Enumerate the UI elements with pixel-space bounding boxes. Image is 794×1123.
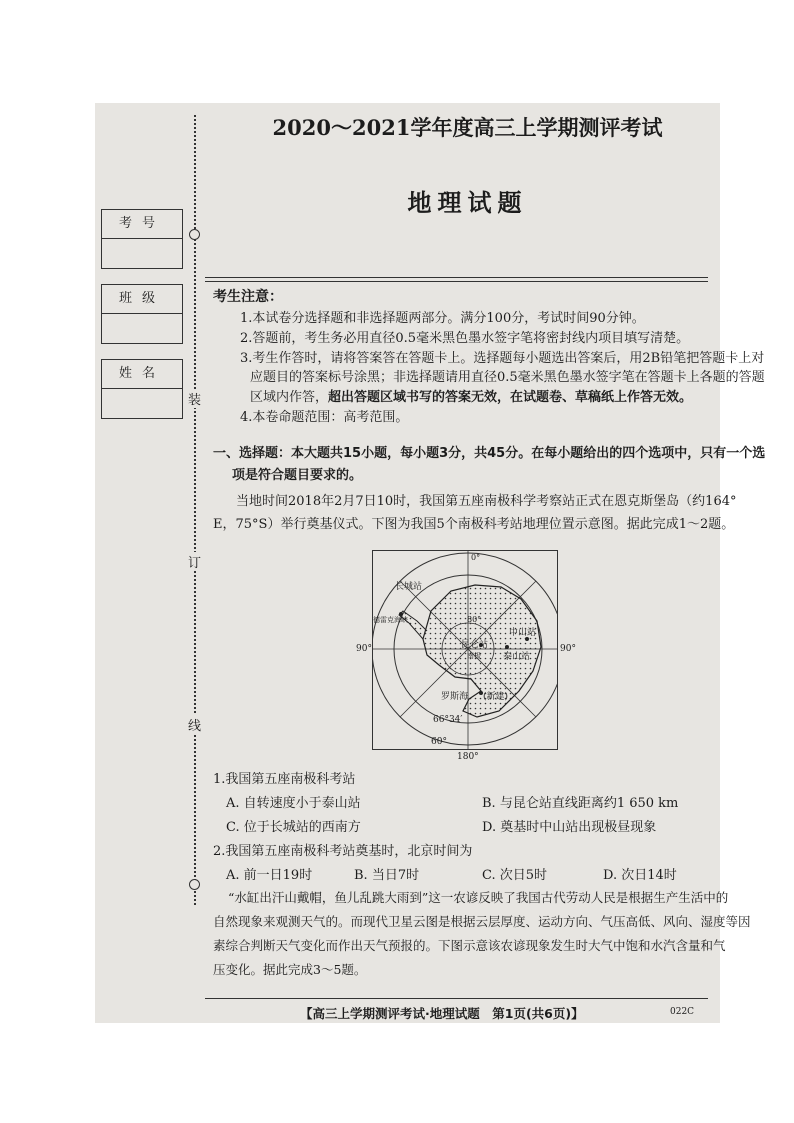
question-1-stem: 1.我国第五座南极科考站 bbox=[213, 772, 356, 787]
exam-number-box[interactable] bbox=[101, 209, 183, 269]
label-new-station: (新建) bbox=[483, 692, 509, 702]
binding-char-zhuang: 装 bbox=[188, 389, 201, 408]
notice-line: 3.考生作答时，请将答案答在答题卡上。选择题每小题选出答案后，用2B铅笔把答题卡上对 bbox=[240, 351, 765, 366]
paper-code: 022C bbox=[670, 1007, 695, 1017]
question-1-option-a: A. 自转速度小于泰山站 bbox=[226, 796, 361, 811]
notice-line: 应题目的答案标号涂黑；非选择题请用直径0.5毫米黑色墨水签字笔在答题卡上各题的答题 bbox=[250, 370, 765, 385]
label-zhongshan: 中山站 bbox=[509, 628, 537, 638]
passage-line: “水缸出汗山戴帽，鱼儿乱跳大雨到”这一农谚反映了我国古代劳动人民是根据生产生活中的 bbox=[228, 890, 729, 905]
antarctica-station-map bbox=[372, 550, 558, 750]
notice-heading: 考生注意： bbox=[213, 289, 283, 305]
passage-line: 素综合判断天气变化而作出天气预报的。下图示意该农谚现象发生时大气中饱和水汽含量和气 bbox=[213, 938, 726, 953]
name-label: 姓名 bbox=[102, 360, 182, 389]
label-south-pole: 南极 bbox=[467, 652, 481, 660]
notice-line: 1.本试卷分选择题和非选择题两部分。满分100分，考试时间90分钟。 bbox=[240, 311, 645, 326]
label-taishan: 泰山站 bbox=[503, 652, 531, 662]
divider bbox=[205, 281, 708, 282]
question-2-option-c: C. 次日5时 bbox=[482, 868, 548, 883]
passage-line: 当地时间2018年2月7日10时，我国第五座南极科学考察站正式在恩克斯堡岛（约164° bbox=[236, 494, 737, 509]
label-polar-circle: 66°34′ bbox=[433, 715, 463, 725]
class-box[interactable] bbox=[101, 284, 183, 344]
label-lon-90-east: 90° bbox=[560, 644, 576, 654]
notice-line: 4.本卷命题范围：高考范围。 bbox=[240, 410, 409, 425]
class-label: 班级 bbox=[102, 285, 182, 314]
question-2-option-d: D. 次日14时 bbox=[603, 868, 677, 883]
section-heading: 项是符合题目要求的。 bbox=[232, 468, 363, 483]
label-ross-sea: 罗斯海 bbox=[441, 692, 469, 702]
label-kunlun: 昆仑站 bbox=[461, 640, 489, 650]
section-heading: 一、选择题：本大题共15小题，每小题3分，共45分。在每小题给出的四个选项中，只有一个选 bbox=[213, 446, 766, 461]
notice-line: 2.答题前，考生务必用直径0.5毫米黑色墨水签字笔将密封线内项目填写清楚。 bbox=[240, 331, 690, 346]
binding-char-xian: 线 bbox=[188, 715, 201, 734]
label-lon-90-west: 90° bbox=[356, 644, 372, 654]
binding-char-ding: 订 bbox=[188, 552, 201, 571]
label-changcheng: 长城站 bbox=[395, 582, 423, 592]
label-lon-180: 180° bbox=[457, 752, 479, 762]
passage-line: E，75°S）举行奠基仪式。下图为我国5个南极科考站地理位置示意图。据此完成1～2题。 bbox=[213, 517, 735, 532]
exam-title: 2020～2021学年度高三上学期测评考试 bbox=[272, 115, 663, 140]
question-1-option-b: B. 与昆仑站直线距离约1 650 km bbox=[482, 796, 679, 811]
label-drake-passage: 德雷克海峡 bbox=[373, 616, 408, 624]
divider bbox=[205, 277, 708, 278]
label-lat-60: 60° bbox=[431, 737, 447, 747]
label-lat-80: 80° bbox=[467, 615, 482, 624]
notice-line: 区域内作答，超出答题区域书写的答案无效，在试题卷、草稿纸上作答无效。 bbox=[250, 390, 693, 405]
binding-hole bbox=[189, 879, 200, 890]
label-lon-0: 0° bbox=[471, 553, 481, 562]
page-footer: 【高三上学期测评考试·地理试题 第1页(共6页)】 bbox=[300, 1006, 584, 1021]
question-1-option-c: C. 位于长城站的西南方 bbox=[226, 820, 361, 835]
question-1-option-d: D. 奠基时中山站出现极昼现象 bbox=[482, 820, 657, 835]
footer-divider bbox=[205, 998, 708, 999]
passage-line: 压变化。据此完成3～5题。 bbox=[213, 962, 367, 977]
question-2-option-b: B. 当日7时 bbox=[354, 868, 420, 883]
name-box[interactable] bbox=[101, 359, 183, 419]
notice-bold-warning: 超出答题区域书写的答案无效，在试题卷、草稿纸上作答无效。 bbox=[328, 390, 693, 405]
passage-line: 自然现象来观测天气的。而现代卫星云图是根据云层厚度、运动方向、气压高低、风向、湿度等因 bbox=[213, 914, 751, 929]
exam-number-label: 考号 bbox=[102, 210, 182, 239]
subject-title: 地理试题 bbox=[407, 188, 528, 217]
binding-hole bbox=[189, 229, 200, 240]
question-2-stem: 2.我国第五座南极科考站奠基时，北京时间为 bbox=[213, 844, 473, 859]
question-2-option-a: A. 前一日19时 bbox=[226, 868, 313, 883]
